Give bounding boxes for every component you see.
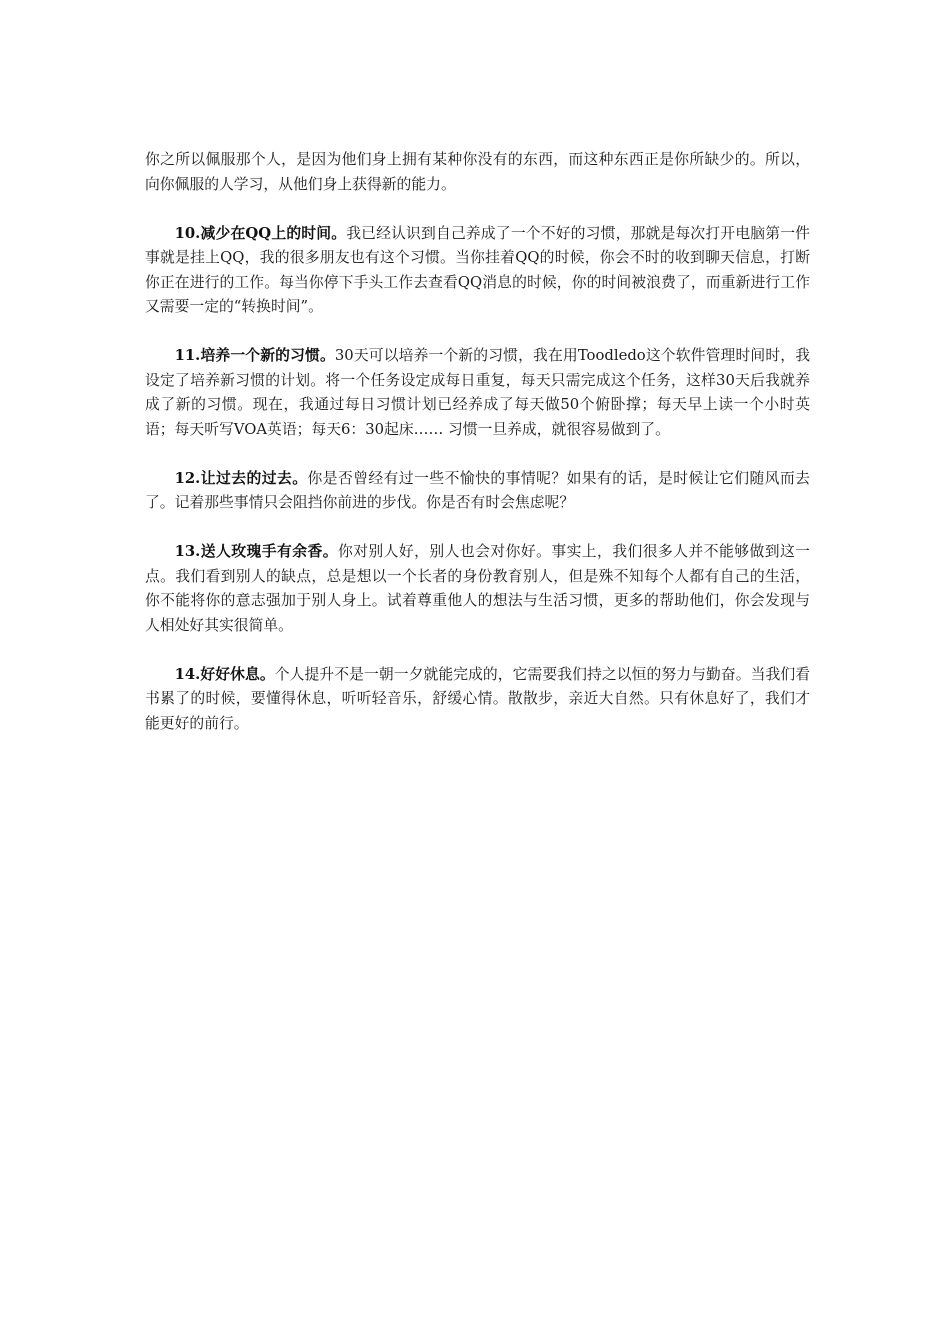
item-heading: 10.减少在QQ上的时间。: [174, 224, 347, 242]
list-item-10: [145, 222, 810, 320]
intro-text: 你之所以佩服那个人，是因为他们身上拥有某种你没有的东西，而这种东西正是你所缺少的。所以，向你佩服的人学习，从他们身上获得新的能力。: [145, 151, 810, 193]
item-heading: 14.好好休息。: [174, 665, 275, 683]
item-body: 个人提升不是一朝一夕就能完成的，它需要我们持之以恒的努力与勤奋。当我们看书累了的时候，要懂得休息，听听轻音乐，舒缓心情。散散步，亲近大自然。只有休息好了，我们才能更好的前行。: [145, 665, 810, 732]
list-item-14: [145, 663, 810, 737]
intro-paragraph: [145, 148, 810, 197]
item-body: 30天可以培养一个新的习惯，我在用Toodledo这个软件管理时间时，我设定了培养新习惯的计划。将一个任务设定成每日重复，每天只需完成这个任务，这样30天后我就养成了新的习惯。现在，我通过每日习惯计划已经养成了每天做50个俯卧撑；每天早上读一个小时英语；每天听写VOA英语；每天6：30起床…… 习惯一旦养成，就很容易做到了。: [145, 347, 810, 438]
list-item-13: [145, 540, 810, 638]
item-body: 你对别人好，别人也会对你好。事实上，我们很多人并不能够做到这一点。我们看到别人的缺点，总是想以一个长者的身份教育别人，但是殊不知每个人都有自己的生活，你不能将你的意志强加于别人身上。试着尊重他人的想法与生活习惯，更多的帮助他们，你会发现与人相处好其实很简单。: [145, 543, 810, 634]
list-item-11: [145, 344, 810, 442]
item-body: 我已经认识到自己养成了一个不好的习惯，那就是每次打开电脑第一件事就是挂上QQ，我的很多朋友也有这个习惯。当你挂着QQ的时候，你会不时的收到聊天信息，打断你正在进行的工作。每当你停下手头工作去查看QQ消息的时候，你的时间被浪费了，而重新进行工作又需要一定的“转换时间”。: [145, 224, 810, 315]
list-item-12: [145, 467, 810, 516]
item-heading: 11.培养一个新的习惯。: [174, 347, 335, 364]
document-body: [145, 148, 810, 761]
item-heading: 12.让过去的过去。: [174, 469, 308, 487]
item-heading: 13.送人玫瑰手有余香。: [174, 543, 338, 560]
item-body: 你是否曾经有过一些不愉快的事情呢？如果有的话，是时候让它们随风而去了。记着那些事情只会阻挡你前进的步伐。你是否有时会焦虑呢？: [145, 469, 810, 511]
